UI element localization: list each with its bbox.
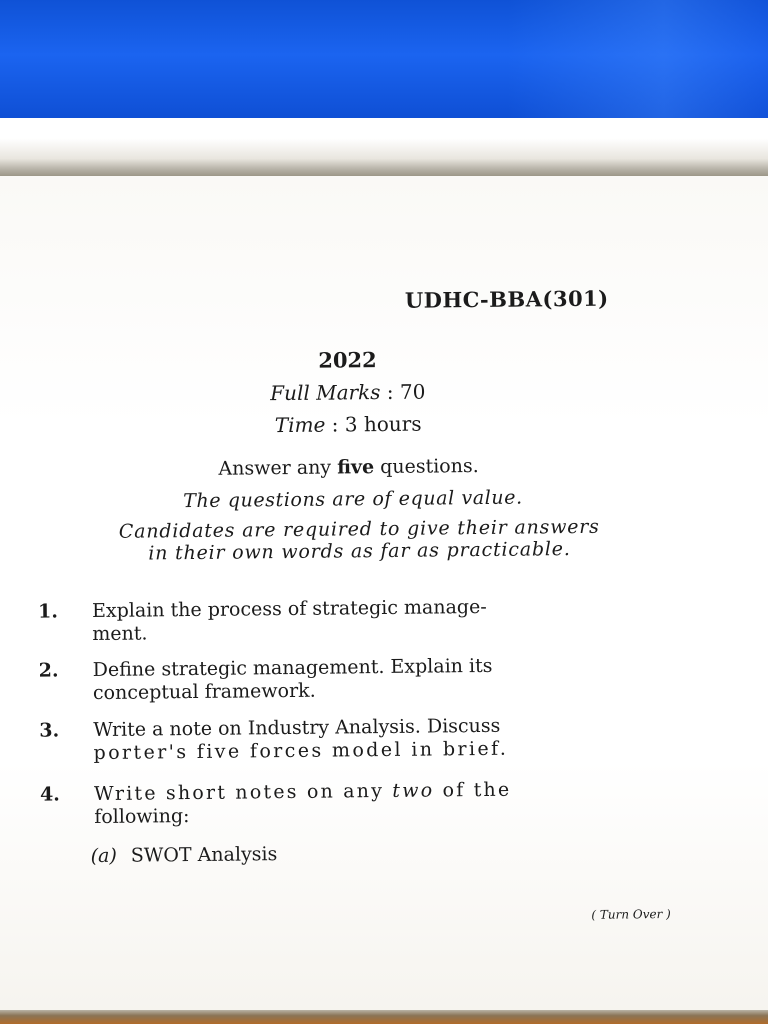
question-text [93, 653, 673, 705]
instruction-own-words [39, 515, 679, 566]
question-line: conceptual framework. [92, 679, 316, 705]
full-marks [0, 377, 698, 408]
question-item [38, 653, 679, 705]
paper-code: UDHC-BBA(301) [404, 285, 609, 313]
instruction-equal-value: The questions are of equal value. [183, 486, 523, 513]
instruction-emphasis: five [337, 456, 375, 479]
question-line-end: of the [434, 778, 512, 802]
question-line-start: Write short notes on any [93, 779, 393, 806]
question-number: 1. [37, 600, 59, 623]
question-text [92, 594, 672, 646]
instruction-line: Candidates are required to give their answers [118, 515, 600, 543]
question-line: Define strategic management. Explain its [92, 654, 493, 682]
question-text [94, 777, 674, 829]
question-item [39, 777, 680, 829]
time-label: Time [274, 412, 326, 438]
exam-year: 2022 [318, 347, 377, 373]
question-number: 2. [38, 659, 59, 682]
question-line: Write a note on Industry Analysis. Discuss [93, 714, 501, 742]
turn-over-note: ( Turn Over ) [591, 907, 671, 922]
instruction-line: in their own words as far as practicable. [148, 538, 571, 565]
exam-time [0, 409, 698, 440]
question-line: porter's five forces model in brief. [93, 737, 509, 765]
question-line: Explain the process of strategic manage- [91, 595, 487, 623]
sub-question-text: SWOT Analysis [130, 843, 278, 867]
full-marks-value: : 70 [386, 379, 426, 404]
instruction-text: Answer any [218, 456, 338, 480]
time-value: : 3 hours [331, 411, 422, 437]
question-text [93, 713, 673, 765]
question-item [37, 594, 678, 646]
sub-question-item [91, 843, 278, 867]
sub-question-label: (a) [90, 844, 117, 868]
question-item [39, 713, 679, 765]
question-number: 3. [39, 719, 60, 742]
instruction-text-end: questions. [373, 455, 479, 479]
full-marks-label: Full Marks [270, 380, 381, 406]
question-line-emphasis: two [392, 779, 435, 802]
question-line: ment. [92, 622, 148, 646]
instruction-answer-five [0, 453, 699, 482]
question-number: 4. [39, 783, 60, 806]
question-line: following: [94, 805, 190, 829]
